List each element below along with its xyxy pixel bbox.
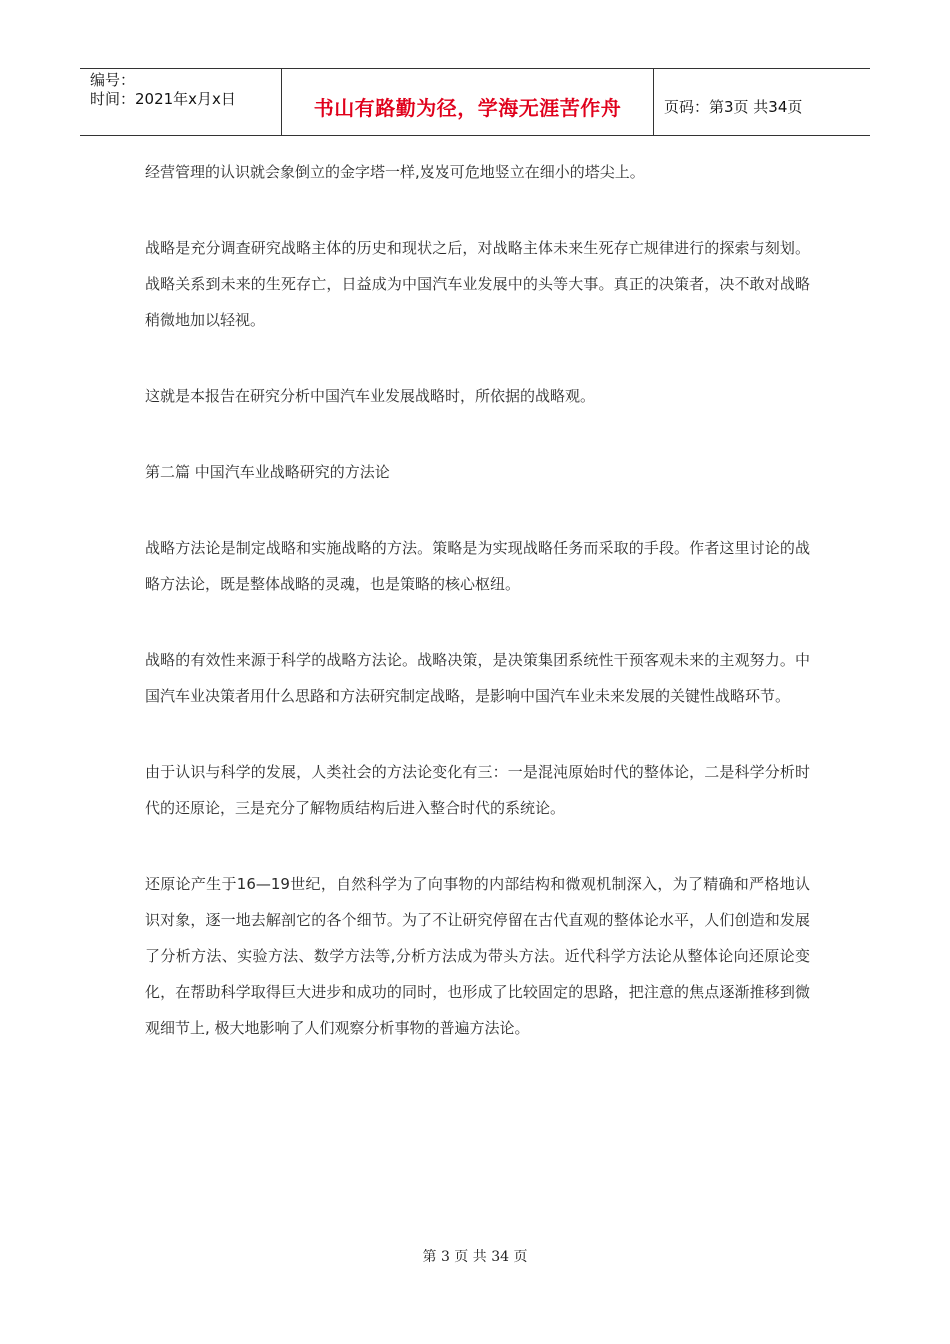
paragraph: 战略是充分调查研究战略主体的历史和现状之后，对战略主体未来生死存亡规律进行的探索与刻划。战略关系到未来的生死存亡，日益成为中国汽车业发展中的头等大事。真正的决策者，决不敢对战略稍微地加以轻视。 [145,239,810,329]
paragraph: 还原论产生于16—19世纪，自然科学为了向事物的内部结构和微观机制深入，为了精确和严格地认识对象，逐一地去解剖它的各个细节。为了不让研究停留在古代直观的整体论水平，人们创造和发展了分析方法、实验方法、数学方法等,分析方法成为带头方法。近代科学方法论从整体论向还原论变化，在帮助科学取得巨大进步和成功的同时，也形成了比较固定的思路，把注意的焦点逐渐推移到微观细节上, 极大地影响了人们观察分析事物的普遍方法论。 [145,875,810,1037]
page-footer: 第 3 页 共 34 页 [422,1249,528,1265]
header-motto: 书山有路勤为径，学海无涯苦作舟 [313,95,622,120]
page-header [80,68,870,136]
header-page-cell [654,69,870,135]
paragraph: 战略方法论是制定战略和实施战略的方法。策略是为实现战略任务而采取的手段。作者这里讨论的战略方法论，既是整体战略的灵魂，也是策略的核心枢纽。 [145,539,810,593]
paragraph: 战略的有效性来源于科学的战略方法论。战略决策，是决策集团系统性干预客观未来的主观努力。中国汽车业决策者用什么思路和方法研究制定战略，是影响中国汽车业未来发展的关键性战略环节。 [145,651,810,705]
header-meta [80,69,282,135]
header-page-info: 页码：第3页 共34页 [664,97,803,116]
document-number-label: 编号： [90,71,136,89]
document-body [145,154,810,1086]
paragraph: 这就是本报告在研究分析中国汽车业发展战略时，所依据的战略观。 [145,387,596,405]
section-heading: 第二篇 中国汽车业战略研究的方法论 [145,463,390,481]
paragraph: 由于认识与科学的发展，人类社会的方法论变化有三：一是混沌原始时代的整体论，二是科学分析时代的还原论，三是充分了解物质结构后进入整合时代的系统论。 [145,763,810,817]
paragraph: 经营管理的认识就会象倒立的金字塔一样,岌岌可危地竖立在细小的塔尖上。 [145,163,645,181]
header-motto-cell [282,69,654,135]
document-date: 时间：2021年x月x日 [90,90,236,108]
